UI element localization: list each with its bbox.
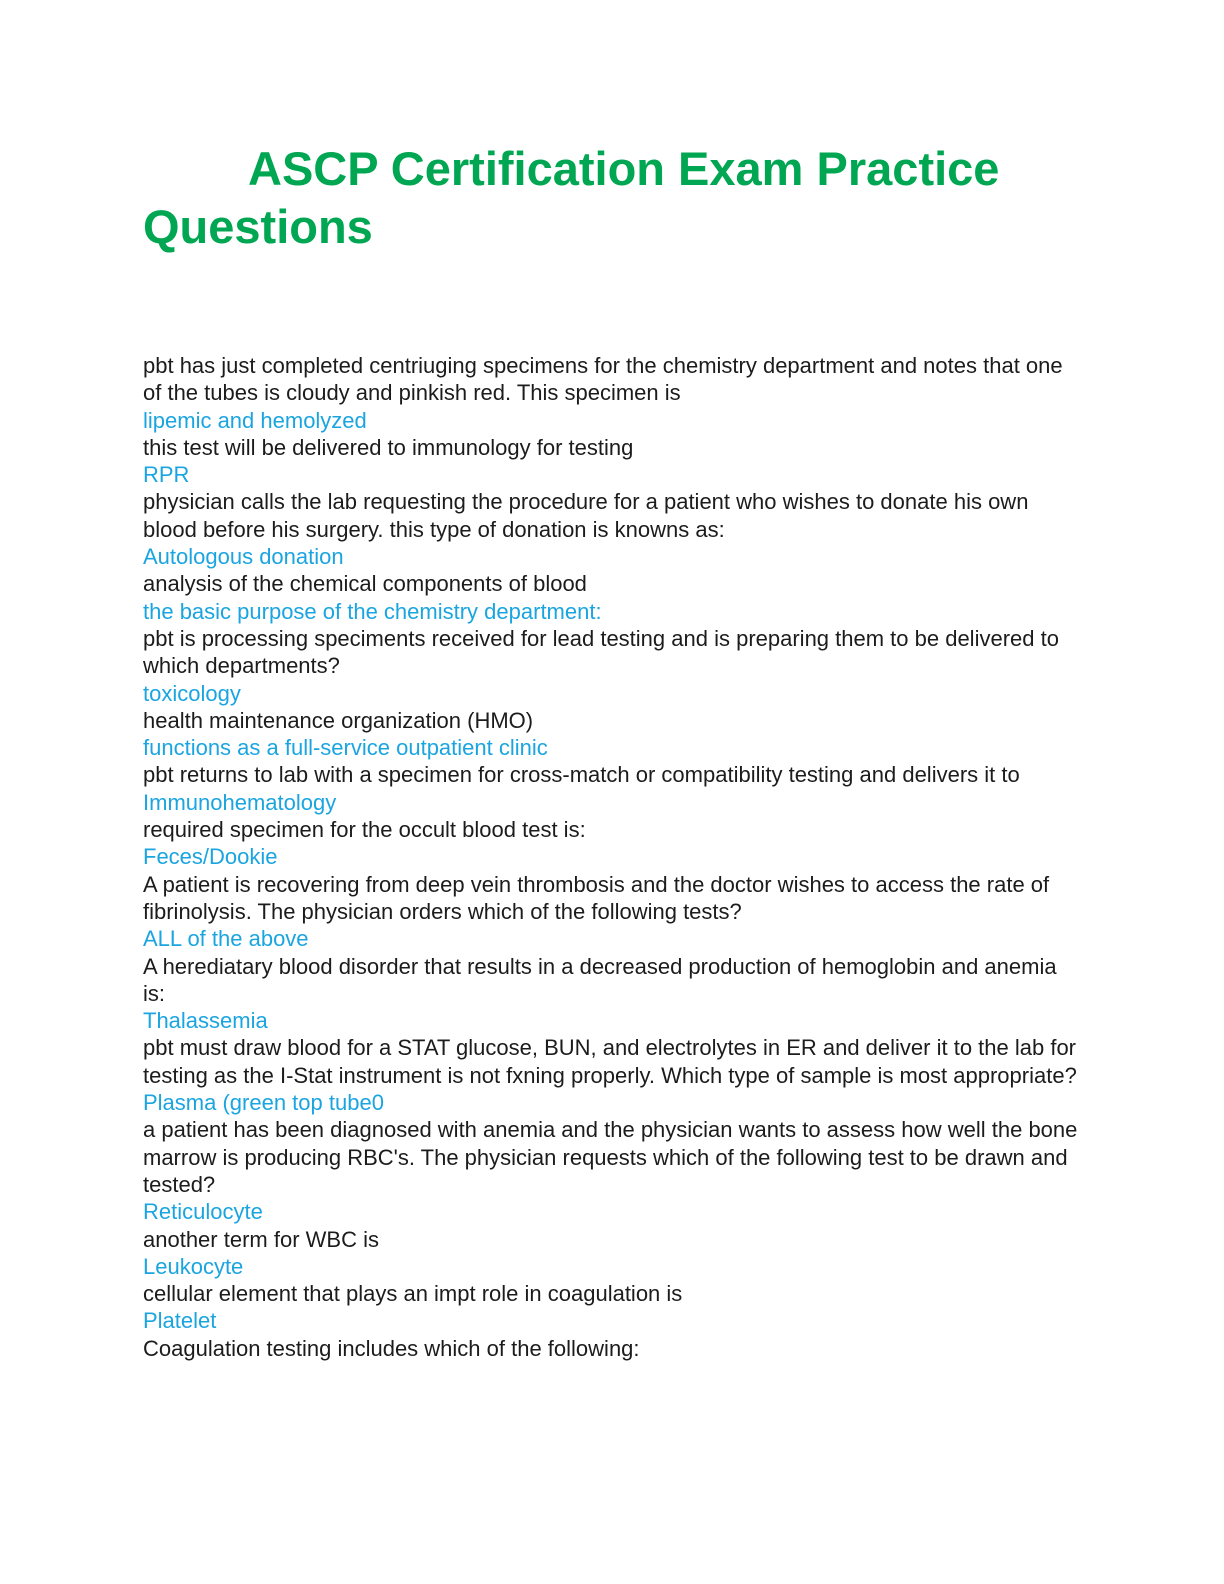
answer-text: ALL of the above	[143, 926, 309, 952]
answer-text: functions as a full-service outpatient clinic	[143, 735, 548, 761]
document-page	[143, 140, 1083, 1362]
question-text: pbt returns to lab with a specimen for cross-match or compatibility testing and delivers it to	[143, 762, 1020, 788]
question-text: A patient is recovering from deep vein thrombosis and the doctor wishes to access the rate of fibrinolysis. The physician orders which of the following tests?	[143, 871, 1050, 924]
answer-text: Feces/Dookie	[143, 844, 278, 870]
question-text: required specimen for the occult blood test is:	[143, 817, 586, 843]
question-text: analysis of the chemical components of blood	[143, 571, 587, 597]
answer-text: Platelet	[143, 1308, 217, 1334]
question-text: Coagulation testing includes which of the following:	[143, 1335, 640, 1361]
answer-text: Immunohematology	[143, 789, 337, 815]
answer-text: lipemic and hemolyzed	[143, 407, 367, 433]
answer-text: Autologous donation	[143, 544, 344, 570]
document-title: ASCP Certification Exam Practice Questions	[143, 142, 1000, 253]
question-text: physician calls the lab requesting the procedure for a patient who wishes to donate his own blood before his surgery. this type of donation is knowns as:	[143, 489, 1029, 542]
question-text: cellular element that plays an impt role in coagulation is	[143, 1281, 683, 1307]
answer-text: RPR	[143, 462, 190, 488]
answer-text: Thalassemia	[143, 1008, 268, 1034]
question-text: a patient has been diagnosed with anemia and the physician wants to assess how well the bone marrow is producing RBC's. The physician requests which of the following test to be drawn and tested?	[143, 1117, 1078, 1197]
answer-text: Leukocyte	[143, 1253, 244, 1279]
question-text: health maintenance organization (HMO)	[143, 707, 534, 733]
question-text: pbt has just completed centriuging specimens for the chemistry department and notes that one of the tubes is cloudy and pinkish red. This specimen is	[143, 353, 1063, 406]
question-text: A herediatary blood disorder that results in a decreased production of hemoglobin and anemia is:	[143, 953, 1057, 1006]
answer-text: Reticulocyte	[143, 1199, 263, 1225]
question-text: pbt is processing speciments received for lead testing and is preparing them to be delivered to which departments?	[143, 625, 1059, 679]
question-text: another term for WBC is	[143, 1226, 379, 1252]
question-text: this test will be delivered to immunology for testing	[143, 434, 634, 460]
answer-text: toxicology	[143, 680, 241, 706]
answer-text: Plasma (green top tube0	[143, 1090, 384, 1116]
qa-list	[143, 352, 1083, 1362]
answer-text: the basic purpose of the chemistry department:	[143, 598, 602, 624]
question-text: pbt must draw blood for a STAT glucose, BUN, and electrolytes in ER and deliver it to the lab for testing as the I-Stat instrument is not fxning properly. Which type of sample is most appropriate?	[143, 1035, 1077, 1088]
